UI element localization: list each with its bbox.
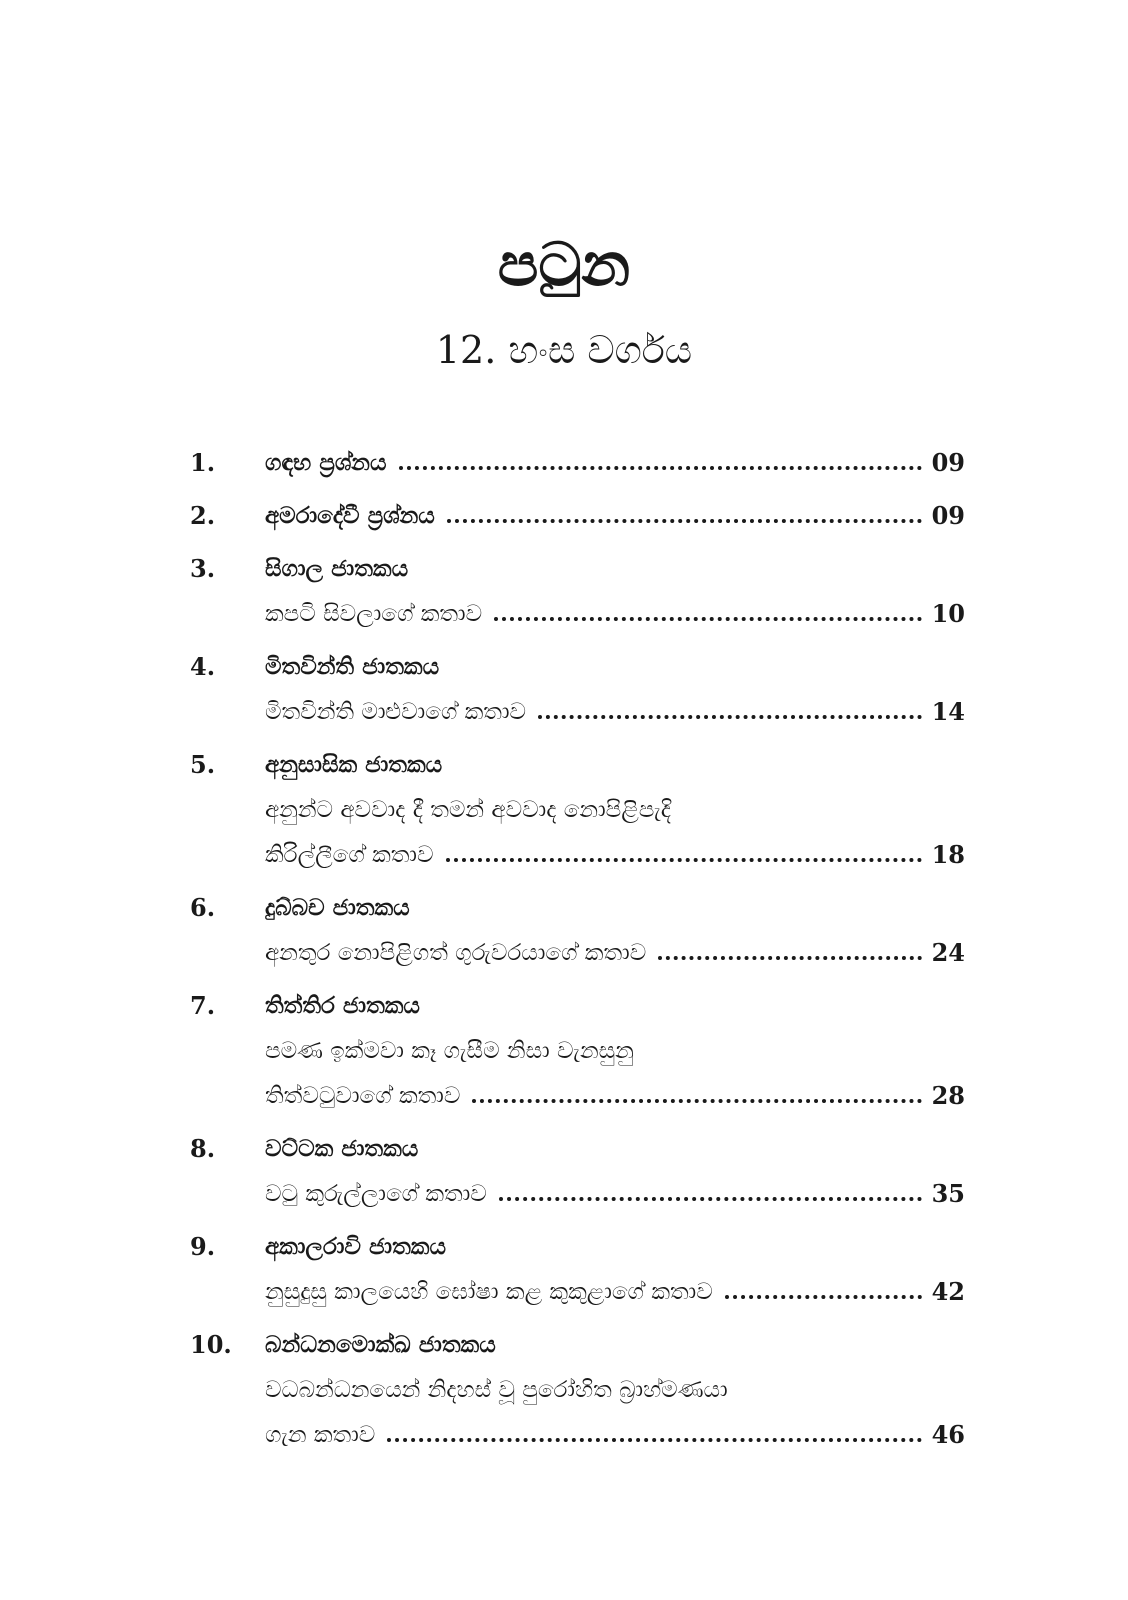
- toc-page-number: 24: [931, 938, 965, 967]
- toc-line: [190, 1171, 965, 1216]
- page-title: පටුන: [497, 230, 631, 300]
- toc-entry: [190, 742, 965, 877]
- chapter-subtitle: 12. හංස වර්ගය: [435, 328, 693, 372]
- toc-page-number: 14: [931, 697, 965, 726]
- toc-page-number: 09: [931, 448, 965, 477]
- toc-entry-description: කපටි සිවලාගේ කතාව: [265, 600, 483, 627]
- dot-leader: [658, 956, 921, 960]
- toc-line: [190, 644, 965, 689]
- toc-line: [190, 1322, 965, 1367]
- toc-entry-description: අනතුර නොපිළිගත් ගුරුවරයාගේ කතාව: [265, 939, 647, 966]
- toc-entry-title: බන්ධනමොක්ඛ ජාතකය: [265, 1331, 496, 1358]
- toc-entry-description: අනුන්ට අවවාද දී තමන් අවවාද නොපිළිපැදි: [265, 796, 671, 823]
- toc-entry-description: තිත්වටුවාගේ කතාව: [265, 1082, 461, 1109]
- toc-entry-number: 9.: [190, 1232, 216, 1261]
- toc-entry-description: පමණ ඉක්මවා කෑ ගැසීම නිසා වැනසුනු: [265, 1037, 634, 1064]
- toc-entry-number: 3.: [190, 554, 216, 583]
- toc-line: [190, 493, 965, 538]
- toc-page-number: 09: [931, 501, 965, 530]
- toc-line: [190, 983, 965, 1028]
- dot-leader: [725, 1295, 922, 1299]
- toc-line: [190, 1269, 965, 1314]
- toc-page-number: 42: [931, 1277, 965, 1306]
- toc-entry-title: අමරාදේවී ප්‍රශ්නය: [265, 502, 435, 529]
- toc-entry-description: ගැන කතාව: [265, 1421, 376, 1448]
- toc-line: [190, 1224, 965, 1269]
- toc-entry: [190, 983, 965, 1118]
- toc-line: [190, 742, 965, 787]
- dot-leader: [387, 1438, 921, 1442]
- toc-entry: [190, 644, 965, 734]
- toc-line: [190, 930, 965, 975]
- toc-page-number: 46: [931, 1420, 965, 1449]
- toc-line: [190, 440, 965, 485]
- toc-entry-title: සිගාල ජාතකය: [265, 555, 409, 582]
- dot-leader: [399, 466, 922, 470]
- toc-entry-number: 8.: [190, 1134, 216, 1163]
- toc-entry-title: මිතවින්ති ජාතකය: [265, 653, 440, 680]
- toc-line: [190, 787, 965, 832]
- toc-line: [190, 1126, 965, 1171]
- table-of-contents: [190, 440, 965, 1457]
- toc-entry-title: තිත්තිර ජාතකය: [265, 992, 420, 1019]
- toc-entry-number: 5.: [190, 750, 216, 779]
- toc-entry-title: අකාලරාවි ජාතකය: [265, 1233, 446, 1260]
- toc-line: [190, 1367, 965, 1412]
- toc-entry-number: 6.: [190, 893, 216, 922]
- toc-entry-number: 1.: [190, 448, 216, 477]
- toc-entry-description: වධබන්ධනයෙන් නිදහස් වූ පුරෝහිත බ්‍රාහ්මණයා: [265, 1376, 728, 1403]
- toc-entry: [190, 1126, 965, 1216]
- toc-entry-number: 7.: [190, 991, 216, 1020]
- toc-entry: [190, 1322, 965, 1457]
- dot-leader: [494, 617, 921, 621]
- toc-line: [190, 1412, 965, 1457]
- toc-page-number: 28: [931, 1081, 965, 1110]
- toc-entry-title: ගඳභ ප්‍රශ්නය: [265, 449, 387, 476]
- toc-entry: [190, 885, 965, 975]
- toc-entry-description: කිරිල්ලීගේ කතාව: [265, 841, 434, 868]
- toc-entry: [190, 1224, 965, 1314]
- toc-entry-number: 4.: [190, 652, 216, 681]
- toc-page-number: 18: [931, 840, 965, 869]
- toc-entry-description: නුසුදුසු කාලයෙහි ඝෝෂා කළ කුකුළාගේ කතාව: [265, 1278, 713, 1305]
- toc-entry-title: අනුසාසික ජාතකය: [265, 751, 443, 778]
- toc-entry: [190, 440, 965, 485]
- toc-line: [190, 689, 965, 734]
- toc-entry: [190, 493, 965, 538]
- dot-leader: [447, 519, 922, 523]
- toc-entry-number: 2.: [190, 501, 216, 530]
- toc-page-number: 10: [931, 599, 965, 628]
- toc-entry-title: දුබ්බච ජාතකය: [265, 894, 410, 921]
- toc-line: [190, 591, 965, 636]
- toc-line: [190, 885, 965, 930]
- toc-line: [190, 546, 965, 591]
- toc-entry-description: වටු කුරුල්ලාගේ කතාව: [265, 1180, 487, 1207]
- toc-line: [190, 1073, 965, 1118]
- dot-leader: [499, 1197, 922, 1201]
- toc-entry-number: 10.: [190, 1330, 232, 1359]
- toc-entry-title: වට්ටක ජාතකය: [265, 1135, 419, 1162]
- toc-line: [190, 832, 965, 877]
- toc-entry: [190, 546, 965, 636]
- dot-leader: [538, 715, 922, 719]
- dot-leader: [472, 1099, 921, 1103]
- toc-line: [190, 1028, 965, 1073]
- toc-entry-description: මිතවින්ති මාළුවාගේ කතාව: [265, 698, 527, 725]
- toc-page-number: 35: [931, 1179, 965, 1208]
- dot-leader: [446, 858, 922, 862]
